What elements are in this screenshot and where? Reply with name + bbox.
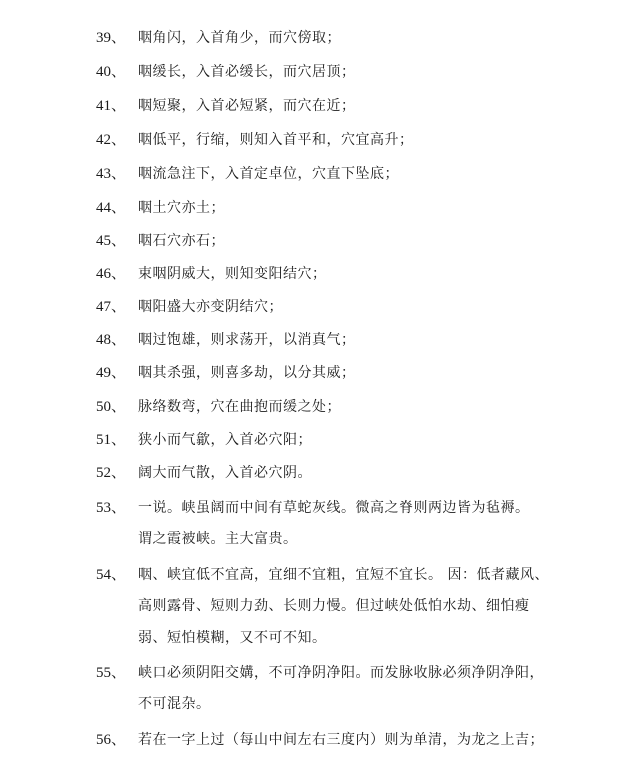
item-number: 44、	[96, 200, 127, 216]
item-number: 53、	[96, 500, 127, 516]
item-number: 52、	[96, 465, 127, 481]
item-number: 51、	[96, 432, 127, 448]
item-text: 咽缓长，入首必缓长，而穴居顶；	[138, 64, 356, 80]
item-text: 咽阳盛大亦变阴结穴；	[138, 299, 283, 315]
item-text: 咽、峡宜低不宜高，宜细不宜粗，宜短不宜长。 因：低者藏风、	[138, 567, 549, 583]
item-text: 若在一字上过（每山中间左右三度内）则为单清，为龙之上吉；	[138, 732, 544, 748]
item-number: 56、	[96, 732, 127, 748]
item-text: 不可混杂。	[138, 696, 211, 712]
item-text: 峡口必须阴阳交媾，不可净阴净阳。而发脉收脉必须净阴净阳，	[138, 665, 544, 681]
item-text: 狭小而气歙，入首必穴阳；	[138, 432, 312, 448]
item-text: 咽短聚，入首必短紧，而穴在近；	[138, 98, 356, 114]
item-text: 咽低平，行缩，则知入首平和，穴宜高升；	[138, 132, 414, 148]
item-text: 弱、短怕模糊，又不可不知。	[138, 630, 327, 646]
item-text: 脉络数弯，穴在曲抱而缓之处；	[138, 399, 341, 415]
item-number: 42、	[96, 132, 127, 148]
item-text: 咽石穴亦石；	[138, 233, 225, 249]
item-text: 阔大而气散，入首必穴阴。	[138, 465, 312, 481]
item-number: 41、	[96, 98, 127, 114]
item-text: 咽过饱雄，则求荡开，以消真气；	[138, 332, 356, 348]
item-number: 45、	[96, 233, 127, 249]
item-number: 50、	[96, 399, 127, 415]
item-number: 49、	[96, 365, 127, 381]
item-text: 咽角闪，入首角少，而穴傍取；	[138, 30, 341, 46]
item-number: 48、	[96, 332, 127, 348]
item-number: 39、	[96, 30, 127, 46]
item-number: 43、	[96, 166, 127, 182]
item-text: 一说。峡虽阔而中间有草蛇灰线。微高之脊则两边皆为毡褥。	[138, 500, 530, 516]
item-text: 咽流急注下，入首定卓位，穴直下坠底；	[138, 166, 399, 182]
item-number: 55、	[96, 665, 127, 681]
item-text: 咽土穴亦土；	[138, 200, 225, 216]
item-number: 40、	[96, 64, 127, 80]
item-text: 高则露骨、短则力劲、长则力慢。但过峡处低怕水劫、细怕瘦	[138, 598, 530, 614]
item-number: 46、	[96, 266, 127, 282]
item-number: 54、	[96, 567, 127, 583]
item-number: 47、	[96, 299, 127, 315]
item-text: 谓之霞被峡。主大富贵。	[138, 531, 298, 547]
item-text: 咽其杀强，则喜多劫，以分其威；	[138, 365, 356, 381]
item-text: 束咽阴威大，则知变阳结穴；	[138, 266, 327, 282]
